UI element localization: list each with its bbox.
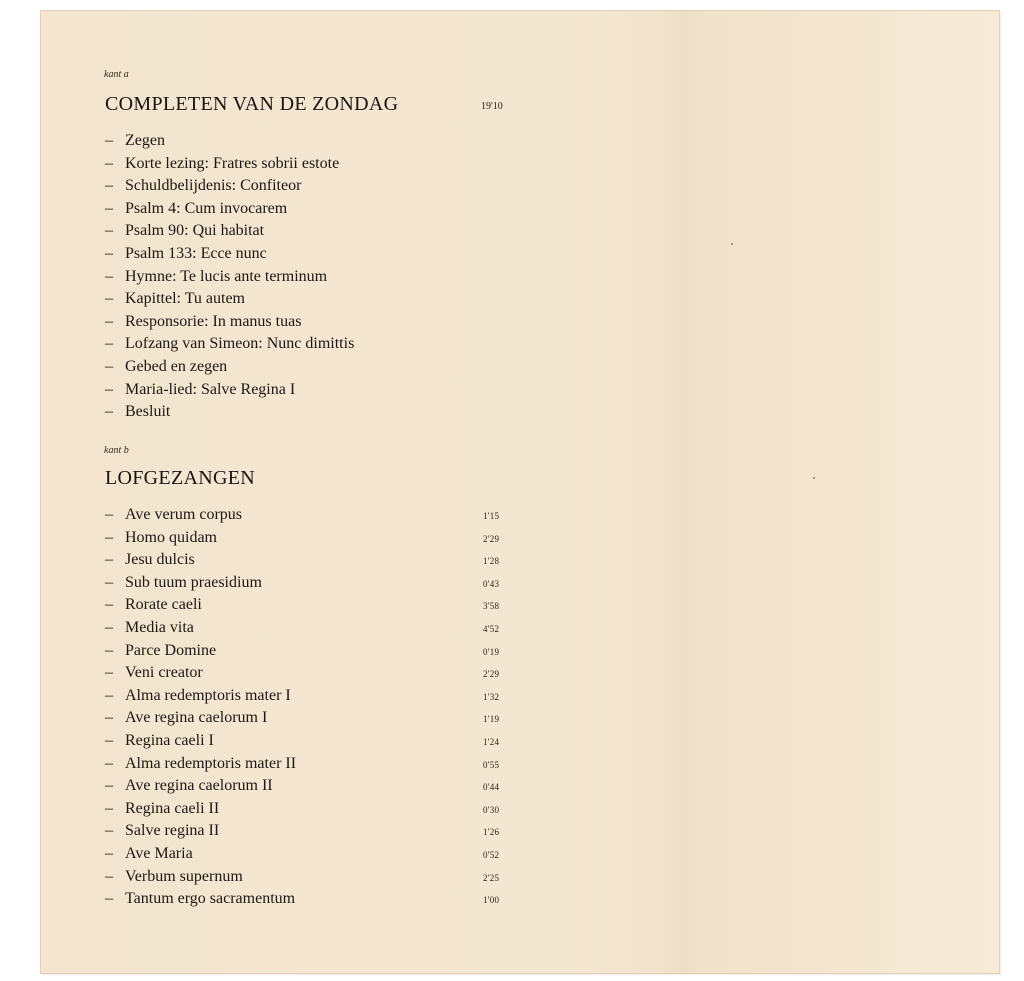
side-b-track [105,888,500,911]
track-dash: – [105,528,113,546]
track-title: Alma redemptoris mater I [125,686,291,704]
track-title: Veni creator [125,664,203,682]
side-a-label: kant a [104,69,129,80]
track-title: Lofzang van Simeon: Nunc dimittis [125,335,355,353]
track-title: Korte lezing: Fratres sobrii estote [125,154,340,172]
track-dash: – [105,335,113,353]
track-title: Sub tuum praesidium [125,573,262,591]
side-a-duration: 19'10 [481,101,503,112]
side-a-track [105,333,354,356]
track-dash: – [105,267,113,285]
track-dash: – [105,244,113,262]
side-a-track [105,266,354,289]
track-duration: 1'19 [483,714,500,725]
track-title: Gebed en zegen [125,357,228,375]
track-title: Parce Domine [125,641,217,659]
track-dash: – [105,686,113,704]
track-duration: 3'58 [483,601,500,612]
track-dash: – [105,506,113,523]
track-dash: – [105,290,113,308]
side-b-track [105,730,500,753]
track-dash: – [105,177,113,195]
track-duration: 0'55 [483,759,500,770]
track-title: Regina caeli II [125,799,220,817]
track-title: Psalm 90: Qui habitat [125,222,265,240]
track-title: Media vita [125,618,194,636]
side-b-track [105,866,500,889]
side-a-track [105,379,354,402]
track-dash: – [105,403,113,421]
track-duration: 0'43 [483,578,500,589]
track-title: Zegen [125,132,165,149]
track-title: Schuldbelijdenis: Confiteor [125,177,302,195]
track-dash: – [105,551,113,569]
side-a-track [105,311,354,334]
side-a-track [105,198,354,221]
side-a-track [105,243,354,266]
side-a-track [105,288,354,311]
side-b-track [105,798,500,821]
track-dash: – [105,709,113,727]
track-duration: 4'52 [483,623,500,634]
side-a-track [105,356,354,379]
side-b-title: LOFGEZANGEN [105,467,255,489]
track-duration: 0'30 [483,804,500,815]
track-dash: – [105,754,113,772]
track-title: Alma redemptoris mater II [125,754,297,772]
track-duration: 0'52 [483,849,500,860]
track-dash: – [105,618,113,636]
track-dash: – [105,867,113,885]
track-dash: – [105,890,113,908]
side-b-tracklist [105,504,500,911]
side-b-track [105,527,500,550]
track-title: Maria-lied: Salve Regina I [125,380,296,398]
side-a-track [105,175,354,198]
track-title: Ave regina caelorum I [125,709,268,727]
side-a-track [105,130,354,153]
track-title: Ave verum corpus [125,506,242,523]
track-title: Verbum supernum [125,867,243,885]
side-b-track [105,843,500,866]
track-dash: – [105,731,113,749]
track-duration: 1'28 [483,556,500,567]
record-sleeve-back [40,10,1000,974]
track-title: Homo quidam [125,528,217,546]
side-b-track [105,504,500,527]
side-b-track [105,753,500,776]
track-title: Besluit [125,403,171,421]
track-duration: 1'15 [483,511,500,521]
side-b-track [105,572,500,595]
side-b-track [105,775,500,798]
track-title: Kapittel: Tu autem [125,290,245,308]
track-dash: – [105,664,113,682]
track-dash: – [105,380,113,398]
track-duration: 1'00 [483,895,500,906]
track-duration: 1'32 [483,691,500,702]
side-b-track [105,617,500,640]
track-title: Ave Maria [125,844,193,862]
track-title: Ave regina caelorum II [125,777,273,795]
side-b-track [105,685,500,708]
track-dash: – [105,132,113,149]
track-duration: 0'19 [483,646,500,657]
track-title: Hymne: Te lucis ante terminum [125,267,328,285]
track-duration: 2'25 [483,872,500,883]
track-dash: – [105,596,113,614]
side-a-track [105,401,354,424]
track-dash: – [105,844,113,862]
track-title: Responsorie: In manus tuas [125,312,302,330]
track-title: Jesu dulcis [125,551,195,569]
track-dash: – [105,222,113,240]
track-duration: 1'26 [483,827,500,838]
track-dash: – [105,573,113,591]
track-dash: – [105,199,113,217]
side-b-track [105,820,500,843]
track-duration: 1'24 [483,736,500,747]
side-b-track [105,707,500,730]
track-dash: – [105,777,113,795]
track-title: Rorate caeli [125,596,202,614]
side-a-tracklist [105,130,354,424]
side-b-track [105,549,500,572]
track-dash: – [105,822,113,840]
track-title: Salve regina II [125,822,220,840]
track-dash: – [105,154,113,172]
side-a-track [105,220,354,243]
track-dash: – [105,357,113,375]
track-title: Psalm 4: Cum invocarem [125,199,288,217]
track-dash: – [105,641,113,659]
track-duration: 0'44 [483,782,500,793]
paper-speck [731,243,733,245]
track-title: Tantum ergo sacramentum [125,890,296,908]
track-dash: – [105,799,113,817]
paper-speck [813,477,815,479]
side-a-title: COMPLETEN VAN DE ZONDAG [105,93,399,115]
side-b-track [105,594,500,617]
side-b-track [105,640,500,663]
track-title: Psalm 133: Ecce nunc [125,244,267,262]
side-a-track [105,153,354,176]
side-b-label: kant b [104,445,129,456]
track-title: Regina caeli I [125,731,214,749]
track-duration: 2'29 [483,669,500,680]
side-b-track [105,662,500,685]
track-duration: 2'29 [483,533,500,544]
track-dash: – [105,312,113,330]
